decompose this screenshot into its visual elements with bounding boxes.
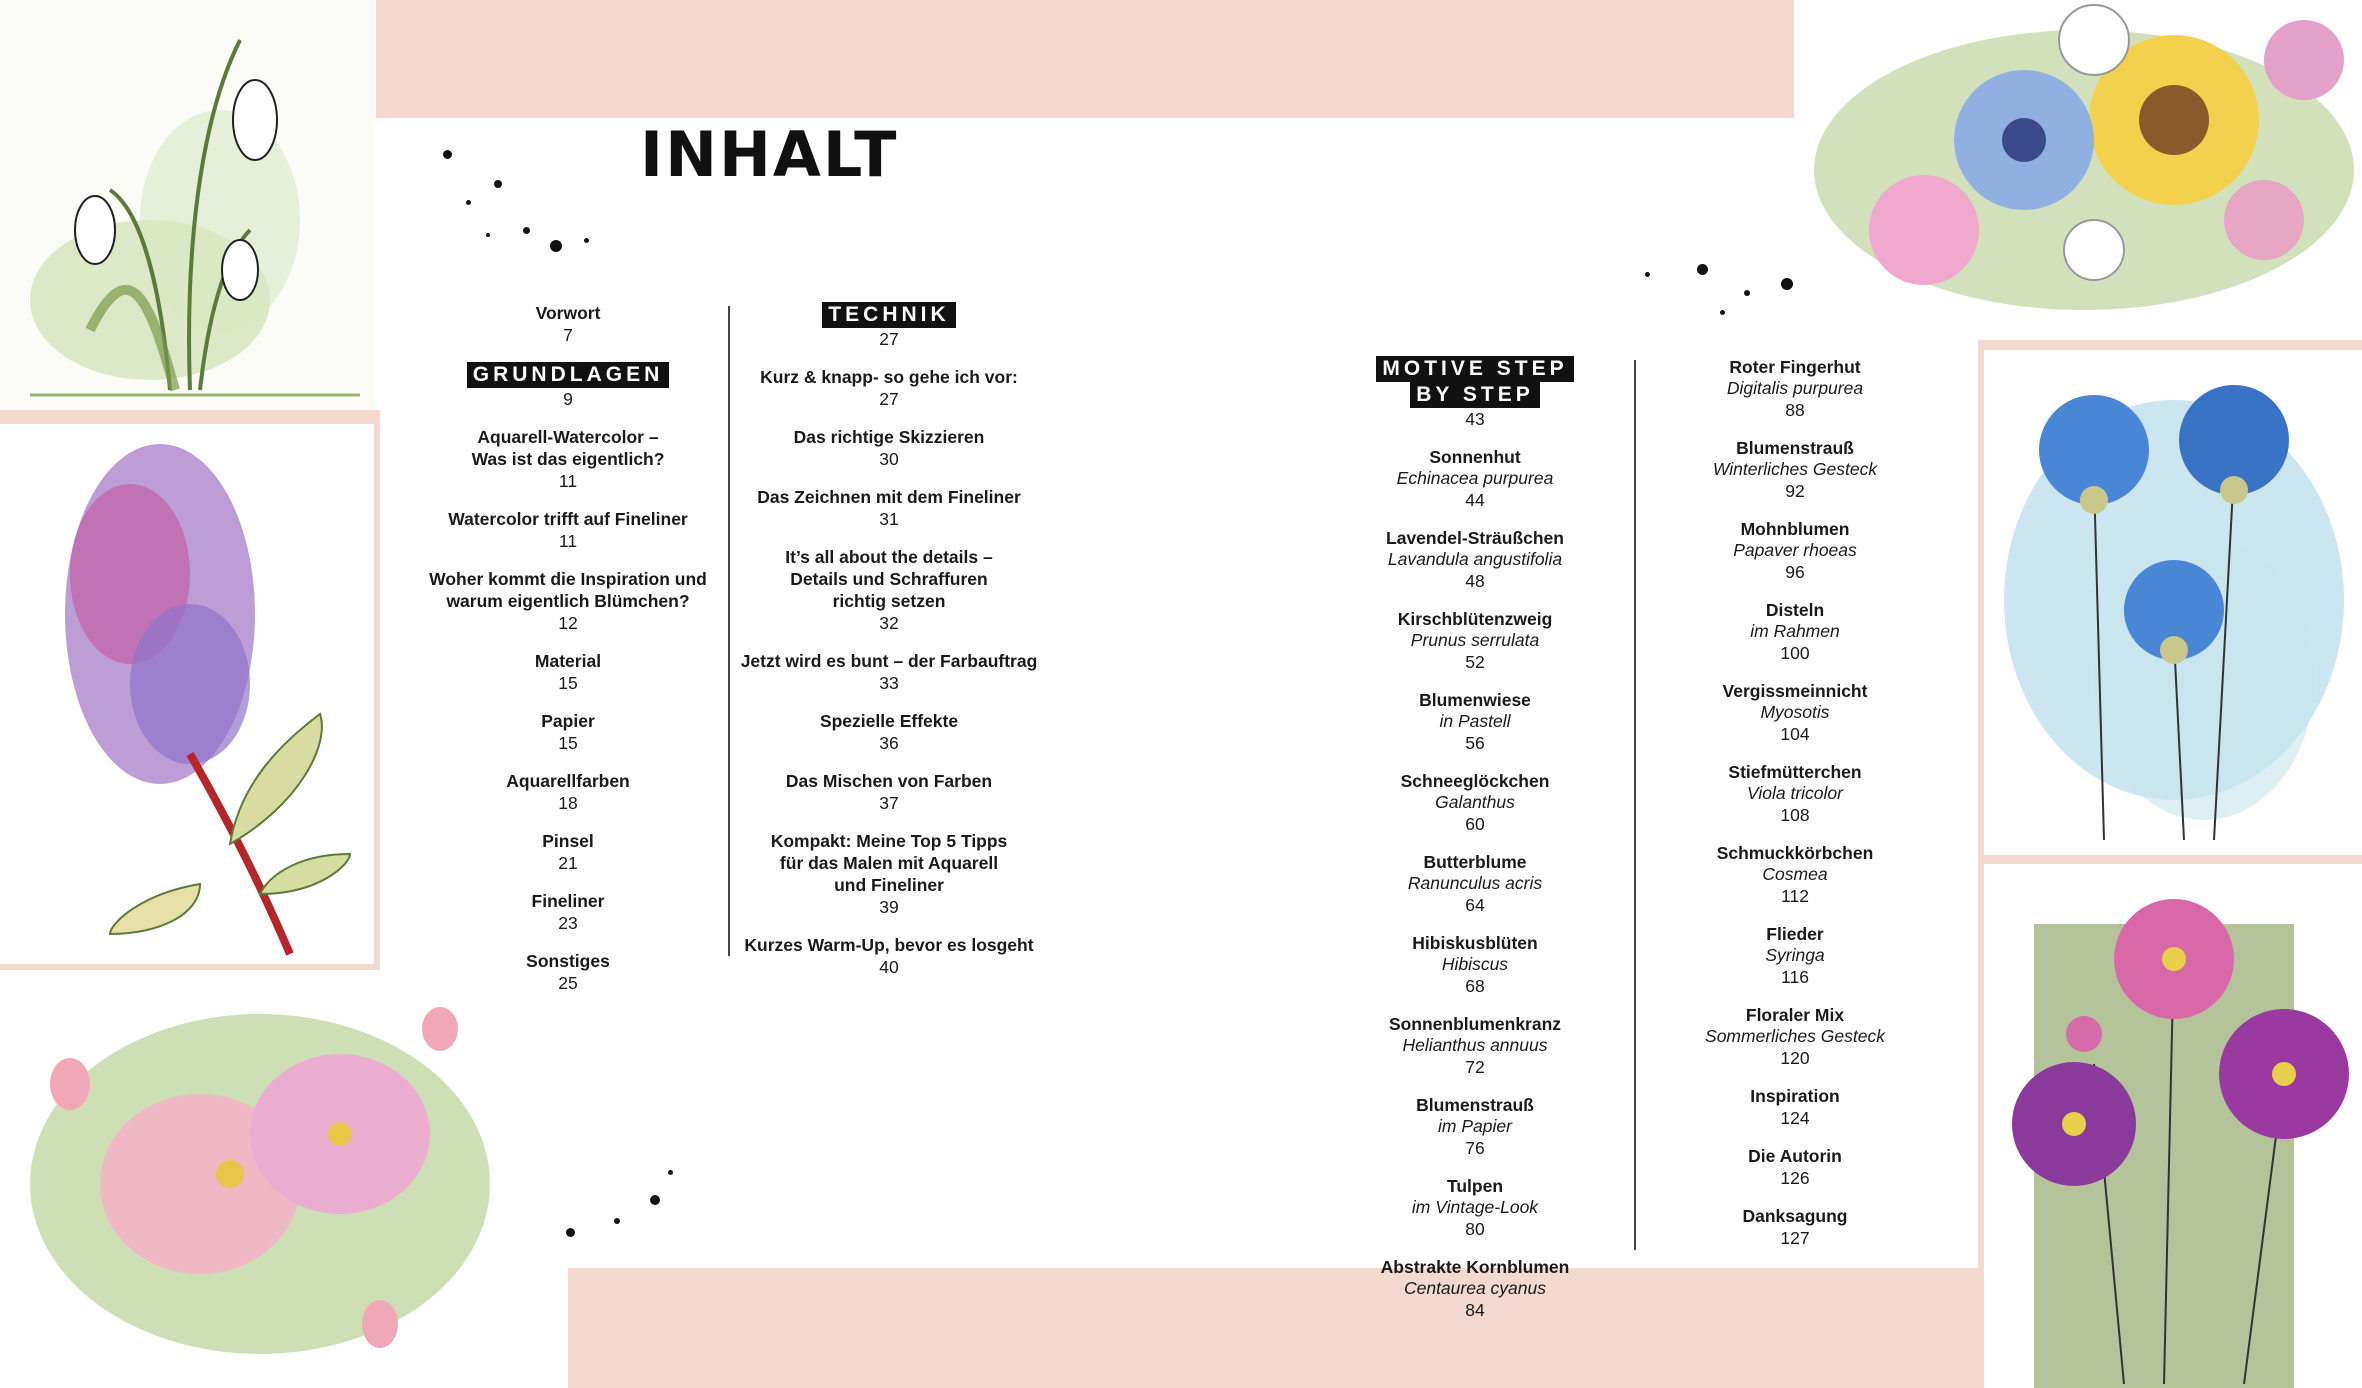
toc-column-1	[420, 302, 716, 1010]
entry-page: 68	[1465, 976, 1485, 996]
entry-subtitle: Prunus serrulata	[1410, 630, 1540, 650]
entry-page: 120	[1780, 1048, 1810, 1068]
entry-subtitle: Echinacea purpurea	[1396, 468, 1554, 488]
toc-entry	[420, 426, 716, 492]
toc-entry	[1330, 689, 1620, 754]
toc-entry	[1330, 770, 1620, 835]
entry-page: 127	[1780, 1228, 1810, 1248]
entry-page: 30	[879, 449, 899, 469]
ink-dot	[523, 227, 530, 234]
toc-entry	[1330, 446, 1620, 511]
entry-subtitle: Digitalis purpurea	[1726, 378, 1864, 398]
toc-entry	[730, 830, 1048, 918]
ink-dot	[486, 233, 490, 237]
entry-title: Jetzt wird es bunt – der Farbauftrag	[740, 651, 1038, 671]
cornflower-illustration	[1984, 350, 2362, 855]
toc-entry	[1330, 1175, 1620, 1240]
entry-page: 112	[1781, 886, 1809, 906]
entry-title: Pinsel	[542, 831, 594, 851]
entry-title: Die Autorin	[1748, 1146, 1842, 1166]
bouquet-illustration	[1794, 0, 2362, 340]
toc-list	[1330, 446, 1620, 1321]
entry-page: 80	[1465, 1219, 1485, 1239]
entry-subtitle: Winterliches Gesteck	[1712, 459, 1878, 479]
toc-entry	[730, 934, 1048, 978]
toc-column-4	[1650, 356, 1940, 1265]
toc-entry	[1330, 1256, 1620, 1321]
entry-subtitle: in Pastell	[1439, 711, 1511, 731]
entry-title: Sonnenhut	[1429, 447, 1521, 467]
toc-entry	[1650, 1004, 1940, 1069]
page-title: INHALT	[640, 118, 899, 191]
toc-entry	[730, 650, 1048, 694]
entry-subtitle: Hibiscus	[1441, 954, 1509, 974]
toc-entry	[420, 302, 716, 346]
entry-title: Floraler Mix	[1745, 1005, 1845, 1025]
ink-dot	[466, 200, 471, 205]
entry-page: 21	[558, 853, 578, 873]
toc-entry	[420, 890, 716, 934]
entry-title: Woher kommt die Inspiration und warum eigentlich Blümchen?	[429, 569, 707, 611]
entry-page: 104	[1780, 724, 1810, 744]
section-page: 43	[1465, 409, 1485, 429]
toc-entry	[420, 568, 716, 634]
entry-title: Butterblume	[1423, 852, 1527, 872]
entry-page: 76	[1465, 1138, 1485, 1158]
entry-title: Abstrakte Kornblumen	[1380, 1257, 1570, 1277]
entry-title: Vorwort	[535, 303, 601, 323]
entry-subtitle: Syringa	[1765, 945, 1825, 965]
toc-entry	[420, 770, 716, 814]
entry-page: 27	[879, 389, 899, 409]
entry-subtitle: Centaurea cyanus	[1403, 1278, 1547, 1298]
entry-title: Tulpen	[1446, 1176, 1504, 1196]
entry-title: Das Mischen von Farben	[785, 771, 993, 791]
entry-title: Aquarellfarben	[506, 771, 630, 791]
ink-dot	[1781, 278, 1793, 290]
entry-title: Flieder	[1766, 924, 1824, 944]
ink-dot	[1697, 264, 1708, 275]
section-label: BY STEP	[1410, 382, 1539, 408]
entry-title: Blumenstrauß	[1416, 1095, 1534, 1115]
toc-entry	[420, 710, 716, 754]
toc-entry	[1330, 1094, 1620, 1159]
toc-entry	[1650, 1145, 1940, 1189]
entry-title: Fineliner	[531, 891, 605, 911]
toc-entry	[730, 366, 1048, 410]
toc-list	[1650, 356, 1940, 1249]
entry-title: Kurzes Warm-Up, bevor es losgeht	[744, 935, 1034, 955]
section-label: GRUNDLAGEN	[467, 362, 670, 388]
entry-page: 23	[558, 913, 578, 933]
toc-list	[730, 366, 1048, 978]
toc-entry	[1650, 1085, 1940, 1129]
toc-entry	[1650, 356, 1940, 421]
hibiscus-illustration	[0, 974, 568, 1388]
entry-title: Kurz & knapp- so gehe ich vor:	[760, 367, 1018, 387]
toc-column-2	[730, 302, 1048, 994]
entry-title: Blumenwiese	[1419, 690, 1531, 710]
ink-dot	[566, 1228, 575, 1237]
toc-entry	[420, 830, 716, 874]
entry-page: 52	[1465, 652, 1485, 672]
toc-entry	[1650, 437, 1940, 502]
entry-subtitle: Sommerliches Gesteck	[1705, 1026, 1885, 1046]
entry-page: 25	[558, 973, 578, 993]
ink-dot	[1744, 290, 1750, 296]
entry-title: Sonnenblumenkranz	[1388, 1014, 1562, 1034]
toc-entry	[1330, 851, 1620, 916]
toc-entry	[420, 950, 716, 994]
entry-title: Schneeglöckchen	[1400, 771, 1550, 791]
entry-page: 126	[1780, 1168, 1810, 1188]
entry-page: 15	[558, 733, 578, 753]
entry-title: Das Zeichnen mit dem Fineliner	[757, 487, 1021, 507]
ink-dot	[1720, 310, 1725, 315]
toc-entry	[1330, 608, 1620, 673]
entry-title: Blumenstrauß	[1736, 438, 1854, 458]
ink-dot	[1645, 272, 1650, 277]
pink-band-bottom	[568, 1268, 1978, 1388]
entry-title: Lavendel-Sträußchen	[1386, 528, 1564, 548]
entry-page: 72	[1465, 1057, 1485, 1077]
pink-band-top	[376, 0, 1794, 118]
snowdrop-illustration	[0, 0, 374, 410]
section-label: MOTIVE STEP	[1376, 356, 1573, 382]
ink-dot	[668, 1170, 673, 1175]
entry-page: 39	[879, 897, 899, 917]
toc-entry	[1650, 680, 1940, 745]
entry-page: 44	[1465, 490, 1485, 510]
entry-title: Danksagung	[1742, 1206, 1848, 1226]
entry-page: 36	[879, 733, 899, 753]
entry-title: Mohnblumen	[1740, 519, 1850, 539]
section-page: 9	[563, 389, 573, 409]
entry-page: 48	[1465, 571, 1485, 591]
entry-title: Das richtige Skizzieren	[793, 427, 985, 447]
entry-subtitle: Cosmea	[1762, 864, 1828, 884]
toc-entry	[730, 426, 1048, 470]
toc-entry	[1650, 518, 1940, 583]
toc-entry	[1650, 599, 1940, 664]
ink-dot	[550, 240, 562, 252]
entry-page: 84	[1465, 1300, 1485, 1320]
entry-title: Roter Fingerhut	[1729, 357, 1861, 377]
entry-page: 12	[558, 613, 578, 633]
entry-page: 64	[1465, 895, 1485, 915]
entry-page: 108	[1780, 805, 1810, 825]
entry-page: 15	[558, 673, 578, 693]
section-motive	[1330, 356, 1620, 430]
entry-page: 60	[1465, 814, 1485, 834]
section-grundlagen	[420, 362, 716, 410]
entry-page: 92	[1785, 481, 1805, 501]
ink-dot	[443, 150, 452, 159]
toc-entry	[730, 486, 1048, 530]
entry-subtitle: Ranunculus acris	[1407, 873, 1543, 893]
cosmos-illustration	[1984, 864, 2362, 1388]
entry-title: Aquarell-Watercolor – Was ist das eigentlich?	[471, 427, 665, 469]
entry-subtitle: Papaver rhoeas	[1733, 540, 1857, 560]
entry-subtitle: im Papier	[1438, 1116, 1512, 1136]
ink-dot	[584, 238, 589, 243]
entry-title: Spezielle Effekte	[819, 711, 959, 731]
entry-page: 11	[558, 471, 578, 491]
toc-entry	[1330, 932, 1620, 997]
entry-title: Watercolor trifft auf Fineliner	[448, 509, 688, 529]
section-page: 27	[879, 329, 899, 349]
toc-entry	[420, 650, 716, 694]
entry-page: 37	[879, 793, 899, 813]
entry-subtitle: Viola tricolor	[1747, 783, 1843, 803]
toc-entry	[420, 508, 716, 552]
entry-page: 7	[563, 325, 573, 345]
lilac-illustration	[0, 424, 374, 964]
entry-page: 96	[1785, 562, 1805, 582]
entry-title: It’s all about the details – Details und Schraffuren richtig setzen	[785, 547, 993, 611]
entry-page: 31	[879, 509, 899, 529]
entry-subtitle: Helianthus annuus	[1402, 1035, 1548, 1055]
toc-column-3	[1330, 356, 1620, 1337]
toc-list	[420, 426, 716, 994]
entry-page: 40	[879, 957, 899, 977]
section-technik	[730, 302, 1048, 350]
entry-title: Kirschblütenzweig	[1397, 609, 1553, 629]
entry-title: Vergissmeinnicht	[1722, 681, 1868, 701]
toc-entry	[1330, 1013, 1620, 1078]
entry-title: Inspiration	[1750, 1086, 1840, 1106]
entry-title: Papier	[541, 711, 595, 731]
column-divider	[1634, 360, 1636, 1250]
toc-entry	[1650, 923, 1940, 988]
entry-subtitle: Myosotis	[1760, 702, 1830, 722]
entry-page: 88	[1785, 400, 1805, 420]
entry-subtitle: im Vintage-Look	[1411, 1197, 1539, 1217]
toc-entry	[730, 770, 1048, 814]
entry-page: 18	[558, 793, 578, 813]
entry-title: Sonstiges	[526, 951, 610, 971]
entry-page: 32	[879, 613, 899, 633]
entry-page: 11	[558, 531, 578, 551]
entry-page: 116	[1781, 967, 1809, 987]
entry-subtitle: Lavandula angustifolia	[1387, 549, 1563, 569]
toc-entry	[1650, 761, 1940, 826]
toc-entry	[730, 710, 1048, 754]
section-label: TECHNIK	[822, 302, 955, 328]
ink-dot	[650, 1195, 660, 1205]
toc-entry	[1650, 842, 1940, 907]
toc-entry	[1650, 1205, 1940, 1249]
ink-dot	[614, 1218, 620, 1224]
entry-title: Hibiskusblüten	[1412, 933, 1538, 953]
entry-subtitle: im Rahmen	[1750, 621, 1840, 641]
entry-title: Disteln	[1765, 600, 1825, 620]
entry-page: 124	[1780, 1108, 1810, 1128]
toc-entry	[730, 546, 1048, 634]
entry-title: Stiefmütterchen	[1728, 762, 1862, 782]
entry-title: Kompakt: Meine Top 5 Tipps für das Malen mit Aquarell und Fineliner	[770, 831, 1008, 895]
entry-title: Material	[534, 651, 602, 671]
entry-page: 33	[879, 673, 899, 693]
entry-page: 100	[1780, 643, 1810, 663]
entry-page: 56	[1465, 733, 1485, 753]
entry-title: Schmuckkörbchen	[1716, 843, 1874, 863]
ink-dot	[494, 180, 502, 188]
toc-entry	[1330, 527, 1620, 592]
entry-subtitle: Galanthus	[1435, 792, 1515, 812]
